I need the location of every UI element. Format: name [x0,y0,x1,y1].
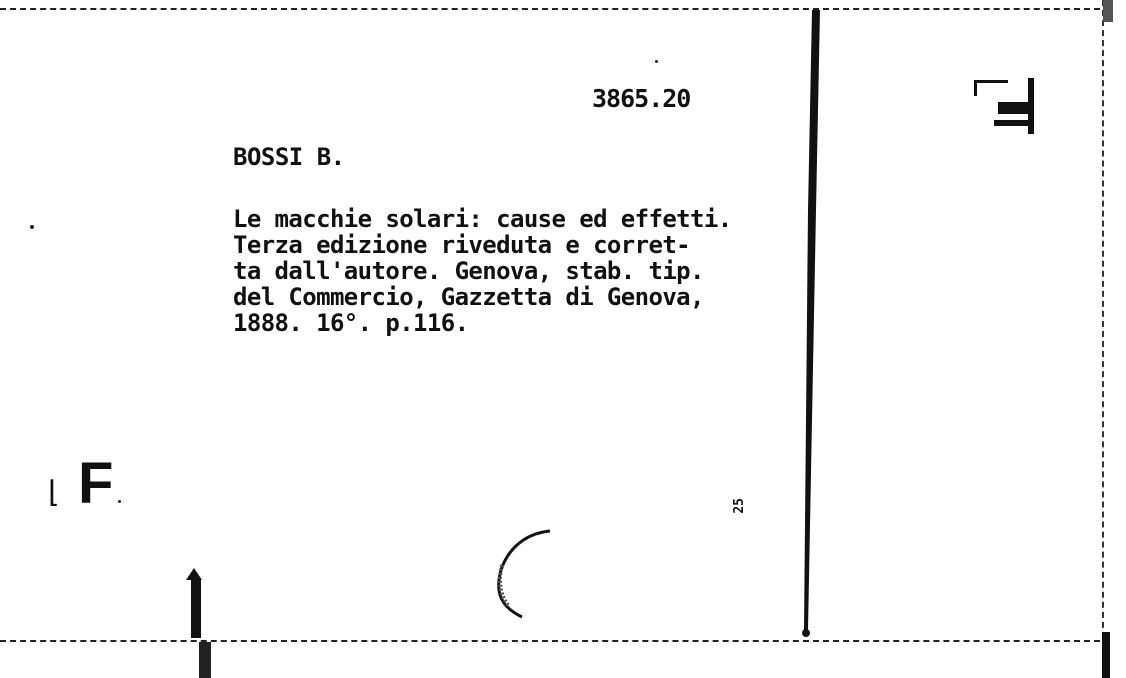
arc-stamp-mark [488,525,558,620]
description-line: del Commercio, Gazzetta di Genova, [233,283,704,311]
corner-scan-mark [1103,0,1113,22]
margin-small-mark: ⌊ [48,476,60,509]
marker-bar [191,578,201,638]
card-right-edge [1102,0,1104,678]
side-number: 25 [732,498,747,514]
card-bottom-edge [0,640,1100,642]
card-top-edge [0,8,1100,10]
description-line: ta dall'autore. Genova, stab. tip. [233,257,704,285]
scan-artifact-top-right [970,72,1040,134]
description-line: 1888. 16°. p.116. [233,309,469,337]
scan-dot [655,60,658,63]
right-edge-bar [1102,632,1110,678]
scan-dot [30,225,34,229]
call-number: 3865.20 [592,84,691,113]
marker-bar-lower [199,642,211,678]
description-block [233,206,732,336]
scan-dot [118,500,121,503]
description-line: Terza edizione riveduta e corret- [233,231,691,259]
vertical-divider [796,10,826,640]
margin-letter: F [78,451,114,516]
description-line: Le macchie solari: cause ed effetti. [233,205,732,233]
author-heading: BOSSI B. [233,143,345,171]
